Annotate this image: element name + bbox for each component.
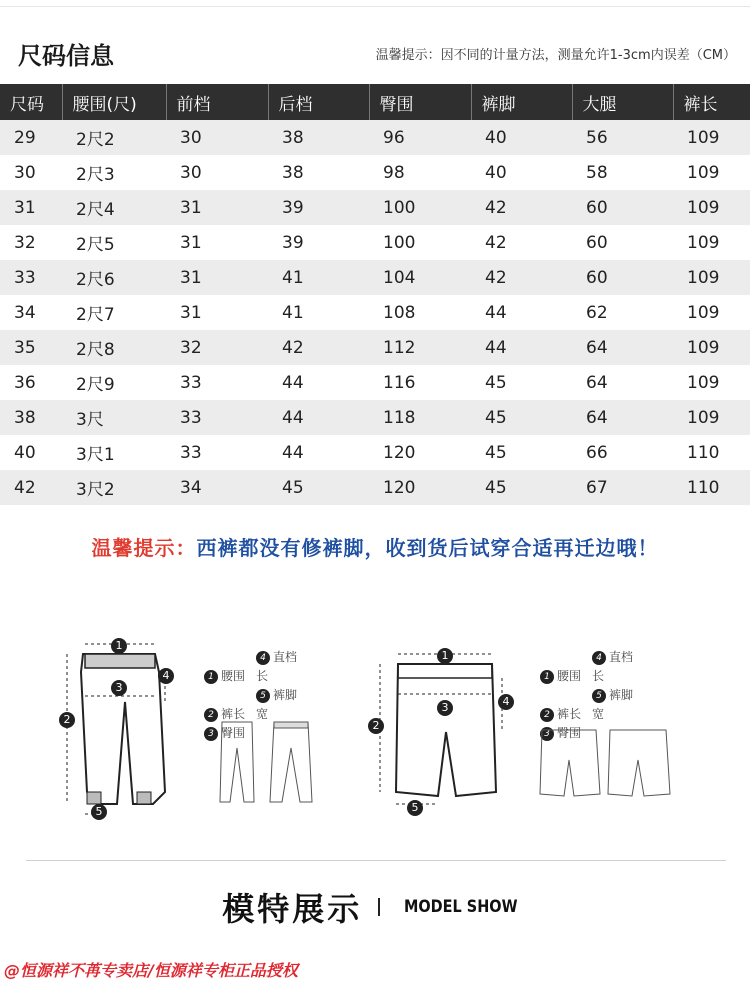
table-cell: 112 — [369, 330, 471, 365]
long-pants-num-2: 2 — [59, 712, 75, 728]
table-cell: 40 — [0, 435, 62, 470]
warm-tip-label: 温馨提示： — [91, 536, 197, 560]
warm-tip-message: 西裤都没有修裤脚，收到货后试穿合适再迁边哦！ — [196, 536, 659, 560]
shorts-num-1: 1 — [437, 648, 453, 664]
legend-right: 1 腰围4 直档长 2 裤长5 裤脚宽 3 臀围 — [540, 648, 644, 743]
table-cell: 58 — [572, 155, 673, 190]
table-cell: 109 — [673, 190, 750, 225]
table-cell: 30 — [0, 155, 62, 190]
page-title: 尺码信息 — [18, 42, 114, 70]
table-row — [0, 470, 750, 505]
table-cell: 3尺 — [62, 400, 166, 435]
title-separator — [378, 898, 380, 916]
legend-left: 1 腰围4 直档长 2 裤长5 裤脚宽 3 臀围 — [204, 648, 308, 743]
shorts-num-5: 5 — [407, 800, 423, 816]
long-pants-num-5: 5 — [91, 804, 107, 820]
table-cell: 45 — [471, 435, 572, 470]
table-cell: 109 — [673, 365, 750, 400]
table-cell: 109 — [673, 400, 750, 435]
model-show-banner — [0, 884, 750, 934]
table-cell: 2尺8 — [62, 330, 166, 365]
long-pants-num-1: 1 — [111, 638, 127, 654]
table-cell: 110 — [673, 470, 750, 505]
table-cell: 60 — [572, 225, 673, 260]
shorts-num-2: 2 — [368, 718, 384, 734]
table-cell: 60 — [572, 190, 673, 225]
table-cell: 109 — [673, 225, 750, 260]
table-cell: 45 — [268, 470, 369, 505]
shorts-num-4: 4 — [498, 694, 514, 710]
table-cell: 42 — [471, 225, 572, 260]
table-cell: 31 — [0, 190, 62, 225]
measurement-diagram — [0, 620, 750, 850]
table-cell: 120 — [369, 470, 471, 505]
table-row — [0, 330, 750, 365]
shorts-diagram — [368, 642, 528, 822]
table-cell: 38 — [268, 120, 369, 155]
table-cell: 31 — [166, 225, 268, 260]
model-show-title-en: MODEL SHOW — [404, 897, 518, 917]
measurement-tip: 温馨提示：因不同的计量方法，测量允许1-3cm内误差（CM） — [375, 48, 736, 63]
warm-tip — [0, 532, 750, 561]
table-cell: 32 — [166, 330, 268, 365]
table-cell: 64 — [572, 365, 673, 400]
column-header: 腰围(尺) — [62, 84, 166, 120]
table-row — [0, 400, 750, 435]
table-cell: 45 — [471, 400, 572, 435]
table-cell: 2尺9 — [62, 365, 166, 400]
table-cell: 67 — [572, 470, 673, 505]
table-cell: 66 — [572, 435, 673, 470]
table-cell: 41 — [268, 295, 369, 330]
table-cell: 33 — [166, 365, 268, 400]
table-row — [0, 260, 750, 295]
table-cell: 44 — [268, 400, 369, 435]
table-cell: 33 — [0, 260, 62, 295]
table-body — [0, 120, 750, 505]
table-cell: 31 — [166, 190, 268, 225]
table-cell: 31 — [166, 260, 268, 295]
table-row — [0, 435, 750, 470]
table-cell: 104 — [369, 260, 471, 295]
table-cell: 44 — [268, 435, 369, 470]
table-row — [0, 120, 750, 155]
table-cell: 34 — [166, 470, 268, 505]
table-cell: 109 — [673, 330, 750, 365]
table-cell: 2尺2 — [62, 120, 166, 155]
column-header: 臀围 — [369, 84, 471, 120]
table-cell: 110 — [673, 435, 750, 470]
table-cell: 108 — [369, 295, 471, 330]
table-cell: 39 — [268, 190, 369, 225]
column-header: 后档 — [268, 84, 369, 120]
table-cell: 42 — [268, 330, 369, 365]
model-show-title-cn: 模特展示 — [222, 890, 363, 928]
table-cell: 109 — [673, 260, 750, 295]
long-pants-num-3: 3 — [111, 680, 127, 696]
table-cell: 42 — [471, 260, 572, 295]
long-pants-num-4: 4 — [158, 668, 174, 684]
table-cell: 36 — [0, 365, 62, 400]
table-cell: 44 — [471, 330, 572, 365]
table-cell: 64 — [572, 330, 673, 365]
table-cell: 2尺7 — [62, 295, 166, 330]
section-divider — [26, 860, 726, 861]
table-cell: 109 — [673, 295, 750, 330]
table-cell: 3尺2 — [62, 470, 166, 505]
table-cell: 100 — [369, 190, 471, 225]
table-row — [0, 295, 750, 330]
column-header: 裤脚 — [471, 84, 572, 120]
table-cell: 40 — [471, 120, 572, 155]
table-cell: 45 — [471, 470, 572, 505]
table-cell: 62 — [572, 295, 673, 330]
table-cell: 30 — [166, 155, 268, 190]
column-header: 前档 — [166, 84, 268, 120]
table-row — [0, 155, 750, 190]
long-pants-diagram — [55, 632, 185, 832]
table-row — [0, 365, 750, 400]
shorts-num-3: 3 — [437, 700, 453, 716]
table-cell: 44 — [268, 365, 369, 400]
table-cell: 2尺3 — [62, 155, 166, 190]
table-cell: 109 — [673, 155, 750, 190]
table-cell: 40 — [471, 155, 572, 190]
table-cell: 35 — [0, 330, 62, 365]
table-cell: 2尺5 — [62, 225, 166, 260]
table-row — [0, 225, 750, 260]
table-cell: 64 — [572, 400, 673, 435]
table-cell: 33 — [166, 435, 268, 470]
table-cell: 34 — [0, 295, 62, 330]
table-cell: 109 — [673, 120, 750, 155]
table-cell: 98 — [369, 155, 471, 190]
table-cell: 38 — [0, 400, 62, 435]
table-header-row — [0, 84, 750, 120]
table-cell: 120 — [369, 435, 471, 470]
top-divider — [0, 6, 750, 7]
table-cell: 44 — [471, 295, 572, 330]
table-cell: 41 — [268, 260, 369, 295]
table-cell: 42 — [471, 190, 572, 225]
table-cell: 31 — [166, 295, 268, 330]
table-cell: 42 — [0, 470, 62, 505]
table-cell: 2尺4 — [62, 190, 166, 225]
table-cell: 30 — [166, 120, 268, 155]
table-cell: 96 — [369, 120, 471, 155]
table-cell: 100 — [369, 225, 471, 260]
table-cell: 3尺1 — [62, 435, 166, 470]
table-cell: 60 — [572, 260, 673, 295]
table-cell: 29 — [0, 120, 62, 155]
table-cell: 118 — [369, 400, 471, 435]
table-cell: 38 — [268, 155, 369, 190]
store-watermark: @恒源祥不苒专卖店/恒源祥专柜正品授权 — [4, 961, 298, 980]
table-cell: 56 — [572, 120, 673, 155]
table-cell: 2尺6 — [62, 260, 166, 295]
size-table — [0, 84, 750, 505]
long-pants-thumbnails — [216, 718, 326, 808]
column-header: 尺码 — [0, 84, 62, 120]
column-header: 大腿 — [572, 84, 673, 120]
table-cell: 45 — [471, 365, 572, 400]
table-cell: 116 — [369, 365, 471, 400]
size-info-header — [0, 32, 750, 80]
table-row — [0, 190, 750, 225]
table-cell: 32 — [0, 225, 62, 260]
column-header: 裤长 — [673, 84, 750, 120]
shorts-thumbnails — [538, 726, 678, 800]
table-cell: 33 — [166, 400, 268, 435]
table-cell: 39 — [268, 225, 369, 260]
